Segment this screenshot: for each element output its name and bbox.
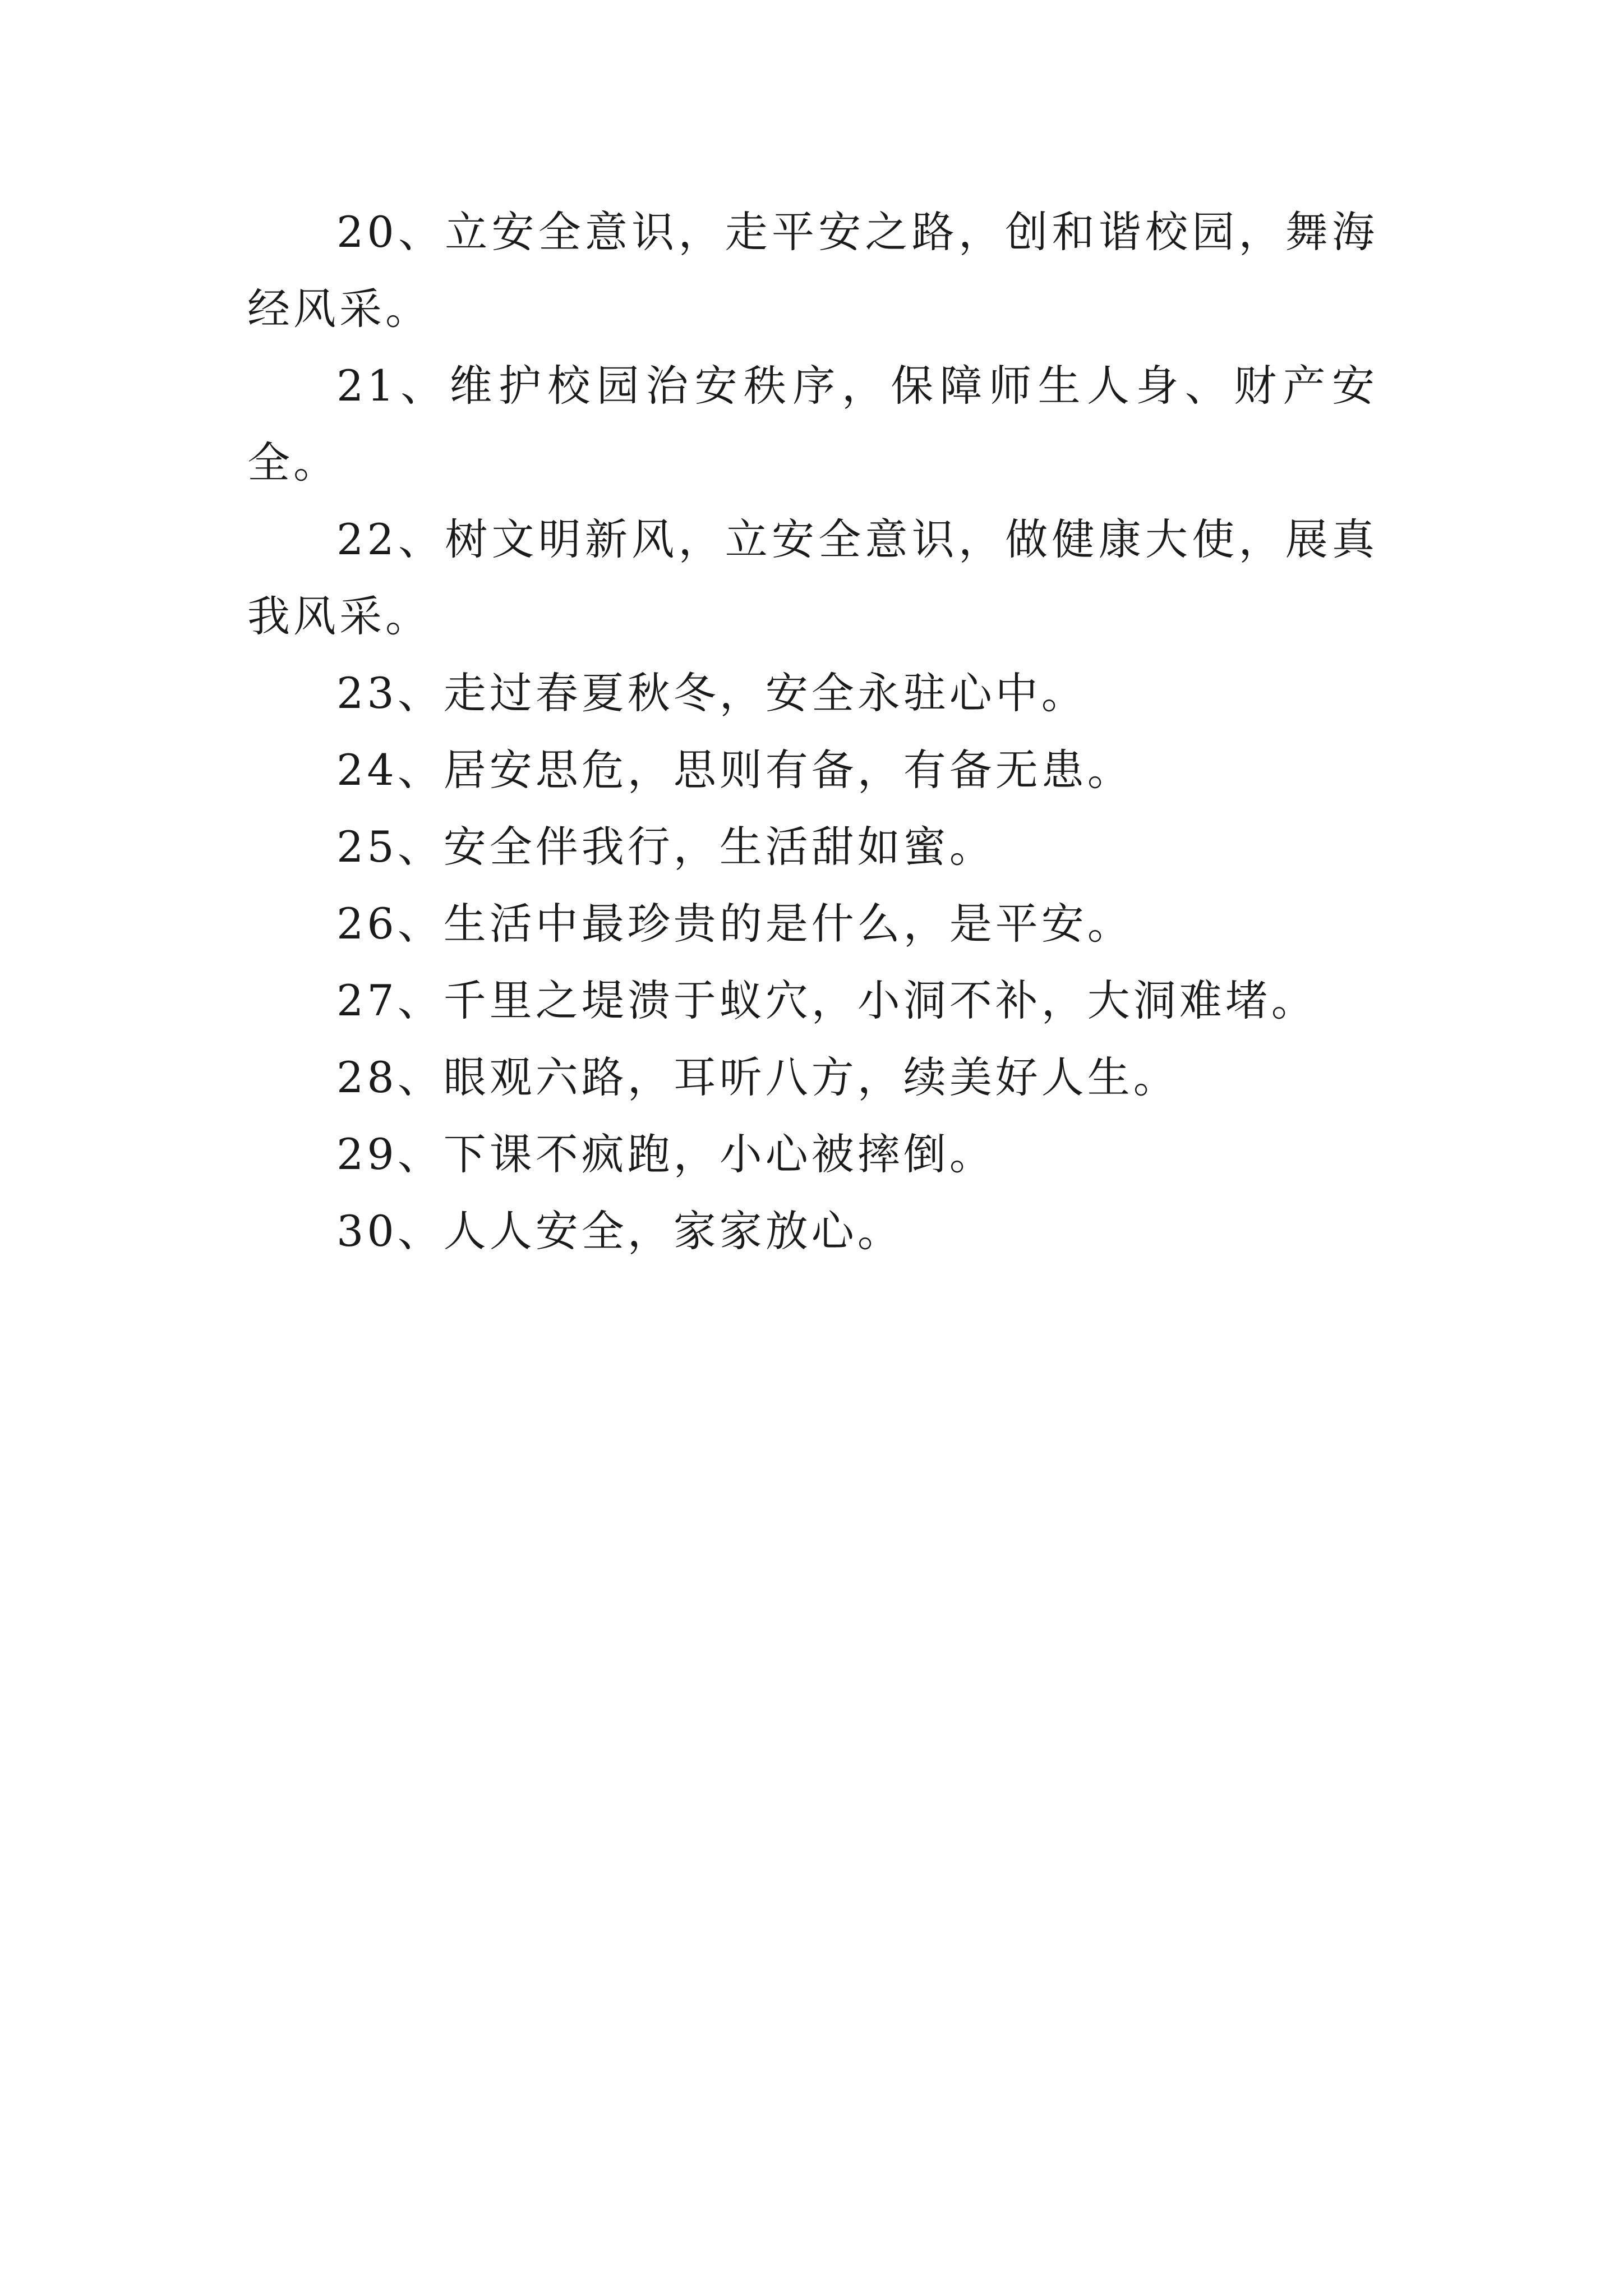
list-item: 23、走过春夏秋冬，安全永驻心中。 — [336, 668, 1087, 718]
list-item: 20、立安全意识，走平安之路，创和谐校园，舞海经风采。 — [247, 207, 1378, 334]
list-item: 27、千里之堤溃于蚁穴，小洞不补，大洞难堵。 — [336, 976, 1317, 1025]
list-item: 26、生活中最珍贵的是什么，是平安。 — [336, 899, 1133, 949]
list-item: 28、眼观六路，耳听八方，续美好人生。 — [336, 1052, 1179, 1102]
list-item: 24、居安思危，思则有备，有备无患。 — [336, 745, 1133, 795]
list-item: 30、人人安全，家家放心。 — [336, 1206, 903, 1256]
slogan-list — [247, 194, 1378, 1269]
list-item: 21、维护校园治安秩序，保障师生人身、财产安全。 — [247, 361, 1378, 487]
list-item: 22、树文明新风，立安全意识，做健康大使，展真我风采。 — [247, 514, 1378, 641]
list-item: 25、安全伴我行，生活甜如蜜。 — [336, 822, 995, 872]
list-item: 29、下课不疯跑，小心被摔倒。 — [336, 1129, 995, 1179]
